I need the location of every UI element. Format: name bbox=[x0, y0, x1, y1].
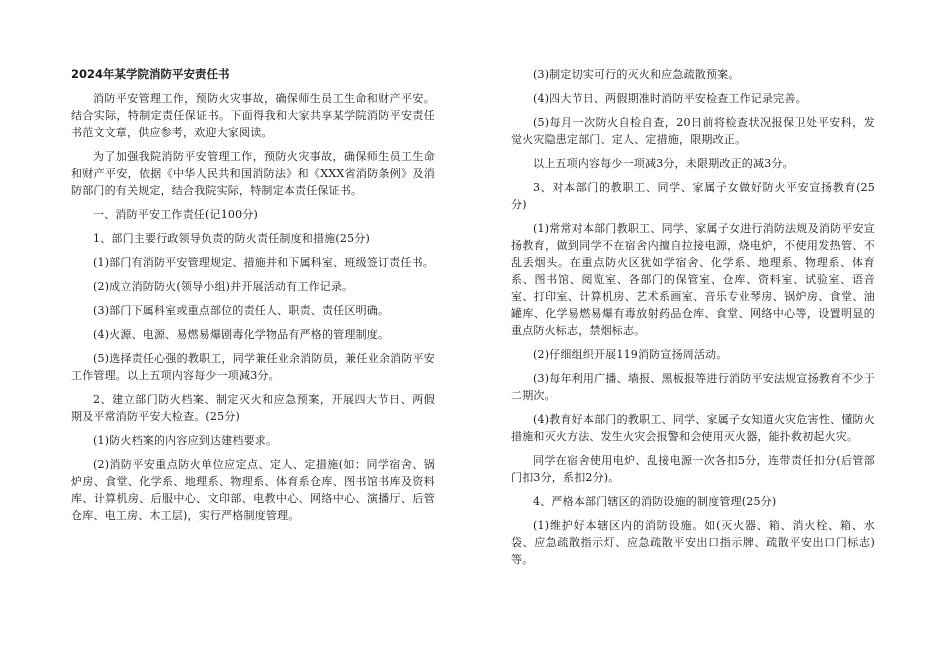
paragraph: 消防平安管理工作，预防火灾事故，确保师生员工生命和财产平安。结合实际，特制定责任保证书。下面得我和大家共享某学院消防平安责任书范文文章，供应参考，欢迎大家阅读。 bbox=[71, 92, 435, 139]
list-item: (5)选择责任心强的教职工，同学兼任业余消防员，兼任业余消防平安工作管理。以上五项内容每少一项减3分。 bbox=[71, 352, 435, 382]
list-item: (4)教育好本部门的教职工、同学、家属子女知道火灾危害性、懂防火措施和灭火方法、发生火灾会报警和会使用灭火器，能扑救初起火灾。 bbox=[511, 413, 875, 443]
list-item: (1)部门有消防平安管理规定、措施并和下属科室、班级签订责任书。 bbox=[93, 256, 434, 269]
list-item: (4)火源、电源、易燃易爆剧毒化学物品有严格的管理制度。 bbox=[93, 328, 390, 341]
list-item: (5)每月一次防火自检自查，20日前将检查状况报保卫处平安科，发觉火灾隐患定部门、定人、定措施，限期改正。 bbox=[511, 116, 875, 146]
list-item: (3)部门下属科室或重点部位的责任人、职责、责任区明确。 bbox=[93, 304, 390, 317]
paragraph: 为了加强我院消防平安管理工作，预防火灾事故，确保师生员工生命和财产平安，依据《中华人民共和国消防法》和《XXX省消防条例》及消防部门的有关规定，结合我院实际，特制定本责任保证书。 bbox=[71, 150, 435, 197]
list-item: (2)消防平安重点防火单位应定点、定人、定措施(如：同学宿舍、锅炉房、食堂、化学系、地理系、物理系、体育系仓库、图书馆书库及资料库、计算机房、后服中心、文印部、电教中心、网络中心、演播厅、后管仓库、电工房、木工层)，实行严格制度管理。 bbox=[71, 458, 435, 522]
list-item: (2)仔细组织开展119消防宣扬周活动。 bbox=[533, 348, 728, 361]
subsection-heading: 2、建立部门防火档案、制定灭火和应急预案，开展四大节日、两假期及平常消防平安大检查。(25分) bbox=[71, 393, 435, 423]
list-item: (1)常常对本部门教职工、同学、家属子女进行消防法规及消防平安宣扬教育，做到同学不在宿舍内擅自拉接电源，烧电炉，不使用发热管、不乱丢烟头。在重点防火区犹如学宿舍、化学系、地理系、物理系、体育系、图书馆、阅览室、各部门的保管室、仓库、资料室、试验室、语音室、打印室、计算机房、艺术系画室、音乐专业琴房、锅炉房、食堂、油罐库、化学易燃易爆有毒放射药品仓库、食堂、网络中心等，设置明显的重点防火标志，禁烟标志。 bbox=[511, 222, 875, 337]
list-item: (4)四大节日、两假期准时消防平安检查工作记录完善。 bbox=[533, 92, 807, 105]
right-column bbox=[511, 66, 875, 575]
paragraph: 同学在宿舍使用电炉、乱接电源一次各扣5分，连带责任扣分(后管部门扣3分，系扣2分)。 bbox=[511, 454, 875, 484]
left-column bbox=[71, 66, 435, 531]
paragraph: 以上五项内容每少一项减3分，未限期改正的减3分。 bbox=[533, 157, 794, 170]
section-heading: 一、消防平安工作责任(记100分) bbox=[93, 208, 258, 221]
list-item: (3)制定切实可行的灭火和应急疏散预案。 bbox=[533, 68, 740, 81]
list-item: (3)每年利用广播、墙报、黑板报等进行消防平安法规宣扬教育不少于二期次。 bbox=[511, 372, 875, 402]
document-title: 2024年某学院消防平安责任书 bbox=[71, 67, 230, 81]
list-item: (1)防火档案的内容应到达建档要求。 bbox=[93, 434, 278, 447]
list-item: (2)成立消防防火(领导小组)并开展活动有工作记录。 bbox=[93, 280, 354, 293]
subsection-heading: 4、严格本部门辖区的消防设施的制度管理(25分) bbox=[533, 495, 777, 508]
subsection-heading: 1、部门主要行政领导负责的防火责任制度和措施(25分) bbox=[93, 232, 370, 245]
subsection-heading: 3、对本部门的教职工、同学、家属子女做好防火平安宣扬教育(25分) bbox=[511, 181, 875, 211]
list-item: (1)维护好本辖区内的消防设施。如(灭火器、箱、消火栓、箱、水袋、应急疏散指示灯、应急疏散平安出口指示牌、疏散平安出口门标志)等。 bbox=[511, 519, 875, 566]
